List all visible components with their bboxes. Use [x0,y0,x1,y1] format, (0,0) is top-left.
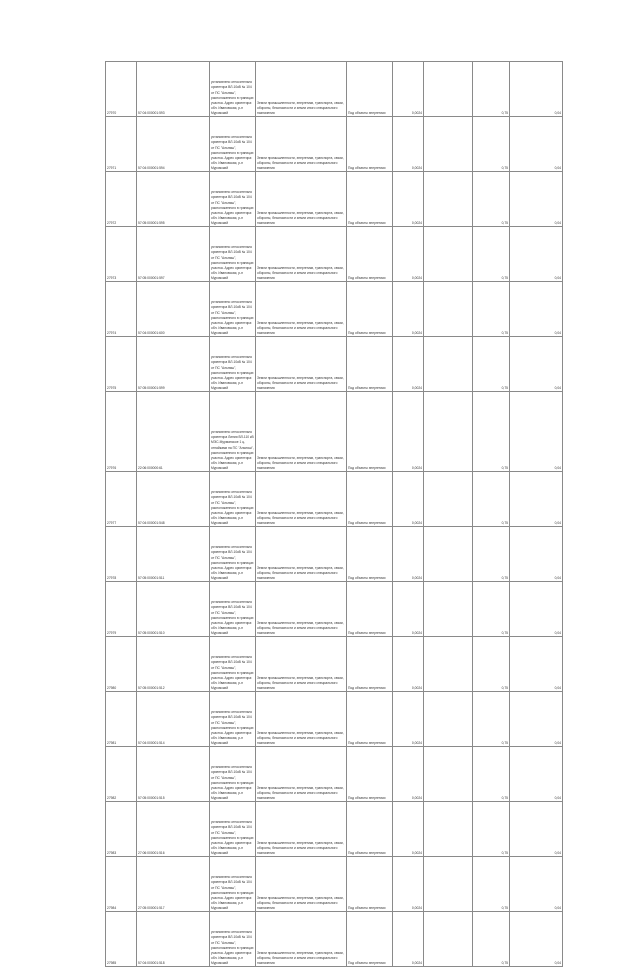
rate-value: 0,75 [473,472,510,527]
table-row [106,282,563,337]
cadastral-number: 27:05:000001:517 [137,857,210,912]
cadastral-number: 57:05:000001:515 [137,747,210,802]
table-row [106,912,563,967]
empty-cell [424,747,473,802]
rate-value: 0,75 [473,117,510,172]
tax-value: 0,04 [510,582,563,637]
table-row [106,337,563,392]
rate-value: 0,75 [473,802,510,857]
empty-cell [424,392,473,472]
empty-cell [424,527,473,582]
area-value: 0,0024 [393,527,424,582]
cadastral-number: 57:04:000001:594 [137,117,210,172]
land-category: Земли промышленности, энергетики, транспорта, связи, обороны, безопасности и земли иного специального назначения [256,527,347,582]
table-row [106,472,563,527]
row-number: 27970 [106,62,137,117]
cadastral-number: 57:05:000001:510 [137,582,210,637]
location-description: установлено относительно ориентира ВЛ-10кВ № 104 от ПС "Альняш", расположенного в границах участка. Адрес ориентира: обл. Ивановская, р-н Муромский [210,472,256,527]
location-description: установлено относительно ориентира ВЛ-10кВ № 104 от ПС "Альняш", расположенного в границах участка. Адрес ориентира: обл. Ивановская, р-н Муромский [210,172,256,227]
row-number: 27979 [106,582,137,637]
table-body [106,62,563,967]
cadastral-number: 57:04:000001:593 [137,62,210,117]
table-row [106,747,563,802]
land-category: Земли промышленности, энергетики, транспорта, связи, обороны, безопасности и земли иного специального назначения [256,227,347,282]
rate-value: 0,75 [473,527,510,582]
land-category: Земли промышленности, энергетики, транспорта, связи, обороны, безопасности и земли иного специального назначения [256,282,347,337]
table-row [106,392,563,472]
permitted-use: Под объекты энергетики [347,282,393,337]
location-description: установлено относительно ориентира ВЛ-10кВ № 104 от ПС "Альняш", расположенного в границах участка. Адрес ориентира: обл. Ивановская, р-н Муромский [210,692,256,747]
empty-cell [424,62,473,117]
tax-value: 0,04 [510,637,563,692]
permitted-use: Под объекты энергетики [347,172,393,227]
area-value: 0,0024 [393,392,424,472]
cadastral-number: 22:06:000000:61 [137,392,210,472]
cadastral-number: 57:05:000001:599 [137,337,210,392]
location-description: установлено относительно ориентира ВЛ-10кВ № 104 от ПС "Альняш", расположенного в границах участка. Адрес ориентира: обл. Ивановская, р-н Муромский [210,227,256,282]
permitted-use: Под объекты энергетики [347,227,393,282]
cadastral-number: 57:04:000001:548 [137,472,210,527]
location-description: установлено относительно ориентира ВЛ-10кВ № 104 от ПС "Альняш", расположенного в границах участка. Адрес ориентира: обл. Ивановская, р-н Муромский [210,337,256,392]
rate-value: 0,75 [473,227,510,282]
empty-cell [424,172,473,227]
land-category: Земли промышленности, энергетики, транспорта, связи, обороны, безопасности и земли иного специального назначения [256,802,347,857]
location-description: установлено относительно ориентира ВЛ-10кВ № 104 от ПС "Альняш", расположенного в границах участка. Адрес ориентира: обл. Ивановская, р-н Муромский [210,582,256,637]
location-description: установлено относительно ориентира ВЛ-10кВ № 104 от ПС "Альняш", расположенного в границах участка. Адрес ориентира: обл. Ивановская, р-н Муромский [210,747,256,802]
table-row [106,227,563,282]
row-number: 27977 [106,472,137,527]
empty-cell [424,857,473,912]
cadastral-number: 57:04:000001:600 [137,282,210,337]
rate-value: 0,75 [473,857,510,912]
cadastral-number: 27:06:000001:516 [137,802,210,857]
tax-value: 0,04 [510,172,563,227]
permitted-use: Под объекты энергетики [347,527,393,582]
tax-value: 0,04 [510,692,563,747]
tax-value: 0,04 [510,857,563,912]
land-plots-table [105,61,563,967]
row-number: 27975 [106,337,137,392]
rate-value: 0,75 [473,392,510,472]
area-value: 0,0024 [393,692,424,747]
location-description: установлено относительно ориентира ВЛ-10кВ № 104 от ПС "Альняш", расположенного в границах участка. Адрес ориентира: обл. Ивановская, р-н Муромский [210,912,256,967]
permitted-use: Под объекты энергетики [347,472,393,527]
location-description: установлено относительно ориентира ВЛ-10кВ № 104 от ПС "Альняш", расположенного в границах участка. Адрес ориентира: обл. Ивановская, р-н Муромский [210,117,256,172]
rate-value: 0,75 [473,282,510,337]
row-number: 27984 [106,857,137,912]
table-row [106,802,563,857]
row-number: 27973 [106,227,137,282]
row-number: 27974 [106,282,137,337]
area-value: 0,0024 [393,472,424,527]
area-value: 0,0024 [393,802,424,857]
land-category: Земли промышленности, энергетики, транспорта, связи, обороны, безопасности и земли иного специального назначения [256,912,347,967]
rate-value: 0,75 [473,62,510,117]
rate-value: 0,75 [473,582,510,637]
table-row [106,582,563,637]
tax-value: 0,04 [510,392,563,472]
rate-value: 0,75 [473,172,510,227]
permitted-use: Под объекты энергетики [347,392,393,472]
tax-value: 0,04 [510,337,563,392]
tax-value: 0,04 [510,527,563,582]
area-value: 0,0024 [393,117,424,172]
location-description: установлено относительно ориентира Линия ВЛ-110 кВ МЭС-Мурманское 1 ц. отпайками на ПС "Альняш", расположенного в границах участка. Адрес ориентира: обл. Ивановская, р-н Муромский [210,392,256,472]
land-category: Земли промышленности, энергетики, транспорта, связи, обороны, безопасности и земли иного специального назначения [256,692,347,747]
row-number: 27981 [106,692,137,747]
row-number: 27978 [106,527,137,582]
tax-value: 0,04 [510,747,563,802]
permitted-use: Под объекты энергетики [347,802,393,857]
rate-value: 0,75 [473,637,510,692]
row-number: 27985 [106,912,137,967]
empty-cell [424,692,473,747]
area-value: 0,0024 [393,337,424,392]
rate-value: 0,75 [473,912,510,967]
location-description: установлено относительно ориентира ВЛ-10кВ № 104 от ПС "Альняш", расположенного в границах участка. Адрес ориентира: обл. Ивановская, р-н Муромский [210,282,256,337]
permitted-use: Под объекты энергетики [347,912,393,967]
cadastral-number: 57:05:000001:597 [137,227,210,282]
empty-cell [424,582,473,637]
empty-cell [424,227,473,282]
permitted-use: Под объекты энергетики [347,747,393,802]
table-row [106,117,563,172]
cadastral-number: 57:05:000001:595 [137,172,210,227]
permitted-use: Под объекты энергетики [347,692,393,747]
location-description: установлено относительно ориентира ВЛ-10кВ № 104 от ПС "Альняш", расположенного в границах участка. Адрес ориентира: обл. Ивановская, р-н Муромский [210,857,256,912]
empty-cell [424,472,473,527]
table-row [106,527,563,582]
tax-value: 0,04 [510,802,563,857]
location-description: установлено относительно ориентира ВЛ-10кВ № 104 от ПС "Альняш", расположенного в границах участка. Адрес ориентира: обл. Ивановская, р-н Муромский [210,802,256,857]
land-category: Земли промышленности, энергетики, транспорта, связи, обороны, безопасности и земли иного специального назначения [256,172,347,227]
empty-cell [424,282,473,337]
cadastral-number: 57:05:000001:512 [137,637,210,692]
table-row [106,857,563,912]
tax-value: 0,04 [510,227,563,282]
row-number: 27983 [106,802,137,857]
permitted-use: Под объекты энергетики [347,857,393,912]
empty-cell [424,337,473,392]
row-number: 27971 [106,117,137,172]
area-value: 0,0024 [393,582,424,637]
empty-cell [424,912,473,967]
area-value: 0,0024 [393,912,424,967]
location-description: установлено относительно ориентира ВЛ-10кВ № 104 от ПС "Альняш", расположенного в границах участка. Адрес ориентира: обл. Ивановская, р-н Муромский [210,62,256,117]
permitted-use: Под объекты энергетики [347,337,393,392]
cadastral-number: 57:05:000001:511 [137,527,210,582]
table-row [106,62,563,117]
area-value: 0,0024 [393,857,424,912]
cadastral-number: 57:04:000001:518 [137,912,210,967]
land-category: Земли промышленности, энергетики, транспорта, связи, обороны, безопасности и земли иного специального назначения [256,62,347,117]
land-category: Земли промышленности, энергетики, транспорта, связи, обороны, безопасности и земли иного специального назначения [256,857,347,912]
land-category: Земли промышленности, энергетики, транспорта, связи, обороны, безопасности и земли иного специального назначения [256,637,347,692]
table-row [106,637,563,692]
rate-value: 0,75 [473,747,510,802]
area-value: 0,0024 [393,637,424,692]
tax-value: 0,04 [510,912,563,967]
row-number: 27982 [106,747,137,802]
location-description: установлено относительно ориентира ВЛ-10кВ № 104 от ПС "Альняш", расположенного в границах участка. Адрес ориентира: обл. Ивановская, р-н Муромский [210,527,256,582]
row-number: 27980 [106,637,137,692]
rate-value: 0,75 [473,692,510,747]
empty-cell [424,637,473,692]
area-value: 0,0024 [393,172,424,227]
table-row [106,172,563,227]
table-row [106,692,563,747]
location-description: установлено относительно ориентира ВЛ-10кВ № 104 от ПС "Альняш", расположенного в границах участка. Адрес ориентира: обл. Ивановская, р-н Муромский [210,637,256,692]
empty-cell [424,802,473,857]
rate-value: 0,75 [473,337,510,392]
area-value: 0,0024 [393,227,424,282]
row-number: 27972 [106,172,137,227]
permitted-use: Под объекты энергетики [347,637,393,692]
tax-value: 0,04 [510,62,563,117]
cadastral-number: 57:04:000001:514 [137,692,210,747]
permitted-use: Под объекты энергетики [347,582,393,637]
empty-cell [424,117,473,172]
land-category: Земли промышленности, энергетики, транспорта, связи, обороны, безопасности и земли иного специального назначения [256,747,347,802]
permitted-use: Под объекты энергетики [347,117,393,172]
land-category: Земли промышленности, энергетики, транспорта, связи, обороны, безопасности и земли иного специального назначения [256,337,347,392]
land-category: Земли промышленности, энергетики, транспорта, связи, обороны, безопасности и земли иного специального назначения [256,582,347,637]
tax-value: 0,04 [510,472,563,527]
permitted-use: Под объекты энергетики [347,62,393,117]
area-value: 0,0024 [393,747,424,802]
land-category: Земли промышленности, энергетики, транспорта, связи, обороны, безопасности и земли иного специального назначения [256,392,347,472]
land-category: Земли промышленности, энергетики, транспорта, связи, обороны, безопасности и земли иного специального назначения [256,472,347,527]
tax-value: 0,04 [510,117,563,172]
tax-value: 0,04 [510,282,563,337]
row-number: 27976 [106,392,137,472]
land-category: Земли промышленности, энергетики, транспорта, связи, обороны, безопасности и земли иного специального назначения [256,117,347,172]
area-value: 0,0024 [393,62,424,117]
area-value: 0,0024 [393,282,424,337]
